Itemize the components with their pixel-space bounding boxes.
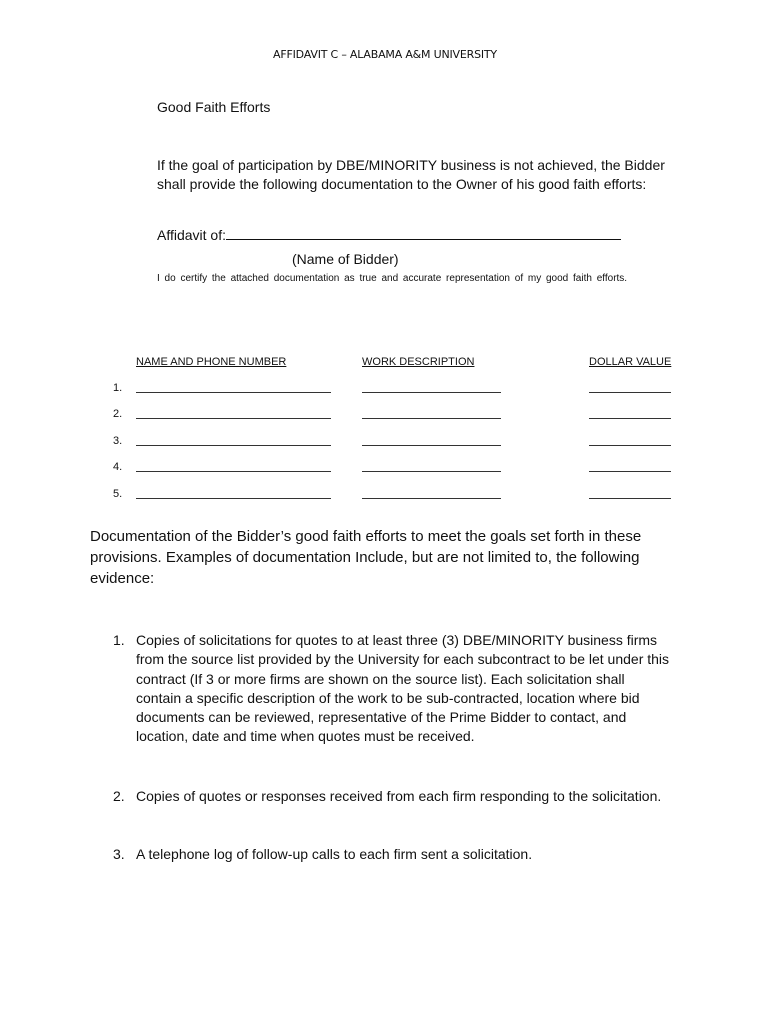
row-number: 4. [113, 461, 123, 473]
name-phone-blank[interactable] [136, 418, 331, 419]
column-header-work-description: WORK DESCRIPTION [362, 356, 475, 368]
work-description-blank[interactable] [362, 471, 501, 472]
document-header: AFFIDAVIT C – ALABAMA A&M UNIVERSITY [273, 48, 497, 61]
name-phone-blank[interactable] [136, 498, 331, 499]
section-title: Good Faith Efforts [157, 99, 271, 115]
work-description-blank[interactable] [362, 498, 501, 499]
name-phone-blank[interactable] [136, 445, 331, 446]
list-item-number: 1. [113, 632, 125, 648]
bidder-name-caption: (Name of Bidder) [292, 251, 399, 267]
row-number: 3. [113, 435, 123, 447]
row-number: 5. [113, 488, 123, 500]
name-phone-blank[interactable] [136, 392, 331, 393]
work-description-blank[interactable] [362, 445, 501, 446]
affidavit-field [157, 226, 621, 243]
affidavit-label: Affidavit of: [157, 227, 227, 243]
list-item-text: Copies of solicitations for quotes to at least three (3) DBE/MINORITY business firms from the source list provided by the University for each subcontract to be let under this contract (If 3 or more firms are shown on the source list). Each solicitation shall contain a specific description of the work to be sub-contracted, location where bid documents can be reviewed, representative of the Prime Bidder to contact, and location, date and time when quotes must be received. [136, 632, 670, 745]
column-header-dollar-value: DOLLAR VALUE [589, 356, 672, 368]
list-item [113, 845, 673, 864]
dollar-value-blank[interactable] [589, 445, 671, 446]
certification-statement: I do certify the attached documentation as true and accurate representation of my good faith efforts. [157, 273, 628, 284]
row-number: 2. [113, 408, 123, 420]
list-item-text: Copies of quotes or responses received from each firm responding to the solicitation. [136, 788, 662, 804]
column-header-name-phone: NAME AND PHONE NUMBER [136, 356, 287, 368]
documentation-intro: Documentation of the Bidder’s good faith efforts to meet the goals set forth in these provisions. Examples of documentation Include, but are not limited to, the following evidence: [90, 528, 642, 587]
dollar-value-blank[interactable] [589, 392, 671, 393]
dollar-value-blank[interactable] [589, 498, 671, 499]
list-item-number: 3. [113, 846, 125, 862]
bidder-name-blank[interactable] [226, 226, 621, 240]
work-description-blank[interactable] [362, 392, 501, 393]
dollar-value-blank[interactable] [589, 471, 671, 472]
name-phone-blank[interactable] [136, 471, 331, 472]
list-item-text: A telephone log of follow-up calls to each firm sent a solicitation. [136, 846, 533, 862]
list-item [113, 787, 673, 806]
list-item [113, 631, 673, 747]
dollar-value-blank[interactable] [589, 418, 671, 419]
row-number: 1. [113, 382, 123, 394]
list-item-number: 2. [113, 788, 125, 804]
work-description-blank[interactable] [362, 418, 501, 419]
intro-paragraph: If the goal of participation by DBE/MINORITY business is not achieved, the Bidder shall provide the following documentation to the Owner of his good faith efforts: [157, 157, 665, 192]
